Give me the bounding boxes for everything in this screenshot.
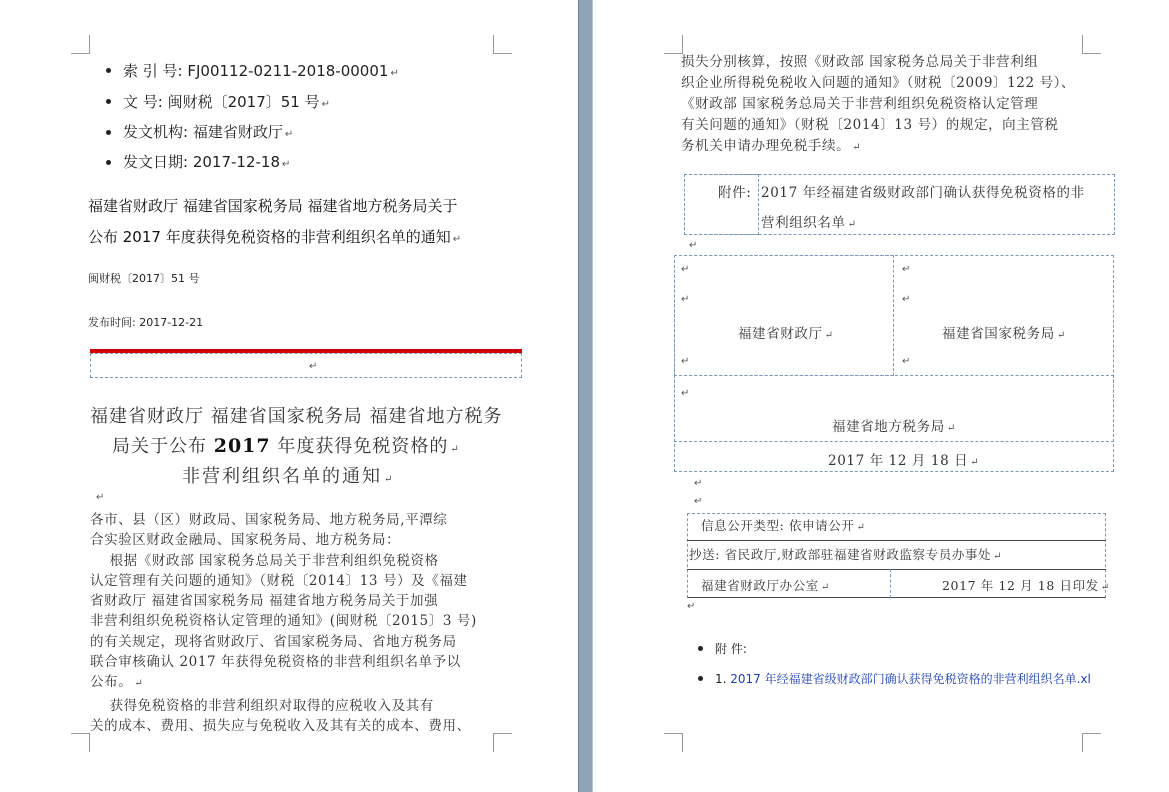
right-page: 损失分别核算，按照《财政部 国家税务总局关于非营利组 织企业所得税免税收入问题的通知》（财税〔2009〕122 号）、 《财政部 国家税务总局关于非营利组织免税资格认定管理 有关问题的通知》（财税〔2014〕13 号）的规定，向主管税 务机关申请办理免税手续。 ↵ 附件: 2017 年经福建省级财政部门确认获得免税资格的非 营利组织名单 ↵ ↵ ↵ ↵ ↵ ↵ ↵ ↵ ↵ 福建省财政厅 ↵ 福建省国家税务局 ↵ 福建省地方税务局 ↵ 2017 年 12 月 18 日 ↵ ↵ ↵ 信息公开类型: 依申请公开 ↵ 抄送: 省民政厅,财政部驻福建省财政监察专员办事处 ↵ 福建省财政厅办公室 ↵ 2017 年 12 月 18 日印发 ↵ ↵ 附 件: 1. 2017 年经福建省级财政部门确认获得免税资格的非营利组织名单.xl <box>593 0 1169 792</box>
crop-mark <box>493 733 512 752</box>
attachments-heading: 附 件: <box>715 642 747 656</box>
body-line: 公布。 ↵ <box>90 674 144 691</box>
crop-mark <box>493 35 512 54</box>
body-line: 损失分别核算，按照《财政部 国家税务总局关于非营利组 <box>681 54 1039 70</box>
cc-recipients: 抄送: 省民政厅,财政部驻福建省财政监察专员办事处 ↵ <box>689 547 1003 562</box>
body-line: 的有关规定，现将省财政厅、省国家税务局、省地方税务局 <box>90 633 457 650</box>
paragraph-mark: ↵ <box>694 478 703 489</box>
footer-rule <box>687 540 1106 541</box>
signatory-cell-1 <box>674 255 894 376</box>
document-title-line-3: 非营利组织名单的通知 ↵ <box>182 466 395 487</box>
bullet-icon <box>106 130 111 135</box>
body-line: 根据《财政部 国家税务总局关于非营利组织免税资格 <box>90 552 439 569</box>
bullet-icon <box>106 99 111 104</box>
crop-mark <box>71 733 90 752</box>
bullet-icon <box>698 646 703 651</box>
paragraph-mark: ↵ <box>96 492 105 503</box>
body-line: 《财政部 国家税务总局关于非营利组织免税资格认定管理 <box>681 96 1039 112</box>
bullet-icon <box>106 160 111 165</box>
reference-number: 闽财税〔2017〕51 号 <box>88 272 200 285</box>
body-line: 获得免税资格的非营利组织对取得的应税收入及其有 <box>90 697 434 714</box>
signatory-finance-dept: 福建省财政厅 ↵ <box>738 326 834 342</box>
crop-mark <box>664 733 683 752</box>
issue-date: 发文日期: 2017-12-18 ↵ <box>123 153 291 171</box>
headline-line-2: 公布 2017 年度获得免税资格的非营利组织名单的通知 ↵ <box>88 228 462 246</box>
signing-date: 2017 年 12 月 18 日 ↵ <box>828 453 980 469</box>
index-number: 索 引 号: FJ00112-0211-2018-00001 ↵ <box>123 62 399 80</box>
paragraph-mark: ↵ <box>689 240 698 251</box>
crop-mark <box>71 35 90 54</box>
attachment-file-link[interactable]: 2017 年经福建省级财政部门确认获得免税资格的非营利组织名单.xl <box>730 672 1091 686</box>
footer-cell-divider <box>890 569 891 598</box>
footer-rule <box>687 569 1106 570</box>
page-divider <box>578 0 593 792</box>
crop-mark <box>1082 733 1101 752</box>
attachment-list-item: 1. 2017 年经福建省级财政部门确认获得免税资格的非营利组织名单.xl <box>715 672 1091 686</box>
body-line: 务机关申请办理免税手续。 ↵ <box>681 138 862 154</box>
bullet-icon <box>106 68 111 73</box>
attachment-title-line-1: 2017 年经福建省级财政部门确认获得免税资格的非 <box>761 185 1085 201</box>
document-title-line-1: 福建省财政厅 福建省国家税务局 福建省地方税务 <box>90 406 503 427</box>
signatory-state-tax-bureau: 福建省国家税务局 ↵ <box>942 326 1066 342</box>
publish-time: 发布时间: 2017-12-21 <box>88 316 204 329</box>
body-line: 认定管理有关问题的通知》（财税〔2014〕13 号）及《福建 <box>90 572 468 589</box>
left-page <box>0 0 578 792</box>
document-title-line-2: 局关于公布 2017 年度获得免税资格的 ↵ <box>112 435 460 457</box>
body-line: 合实验区财政金融局、国家税务局、地方税务局： <box>90 532 401 549</box>
bullet-icon <box>698 676 703 681</box>
body-line: 联合审核确认 2017 年获得免税资格的非营利组织名单予以 <box>90 654 461 671</box>
body-line: 有关问题的通知》（财税〔2014〕13 号）的规定，向主管税 <box>681 117 1059 133</box>
paragraph-mark: ↵ <box>694 496 703 507</box>
issuing-office: 福建省财政厅办公室 ↵ <box>701 578 830 593</box>
signatory-local-tax-bureau: 福建省地方税务局 ↵ <box>832 419 956 435</box>
header-rule-frame: ↵ <box>90 353 522 378</box>
body-line: 各市、县（区）财政局、国家税务局、地方税务局,平潭综 <box>90 512 448 528</box>
attachment-label: 附件: <box>718 185 752 201</box>
body-line: 省财政厅 福建省国家税务局 福建省地方税务局关于加强 <box>90 593 439 610</box>
document-body <box>90 510 477 736</box>
continued-body <box>681 52 1075 158</box>
body-line: 关的成本、费用、损失应与免税收入及其有关的成本、费用、 <box>90 717 471 734</box>
body-line: 非营利组织免税资格认定管理的通知》(闽财税〔2015〕3 号) <box>90 613 477 630</box>
body-line: 织企业所得税免税收入问题的通知》（财税〔2009〕122 号）、 <box>681 75 1076 91</box>
attachment-title-line-2: 营利组织名单 ↵ <box>761 215 857 231</box>
issuing-authority: 发文机构: 福建省财政厅 ↵ <box>123 123 294 141</box>
document-number: 文 号: 闽财税〔2017〕51 号 ↵ <box>123 93 331 111</box>
headline-line-1: 福建省财政厅 福建省国家税务局 福建省地方税务局关于 <box>88 197 458 215</box>
paragraph-mark: ↵ <box>687 601 696 612</box>
disclosure-type: 信息公开类型: 依申请公开 ↵ <box>701 518 866 533</box>
print-date: 2017 年 12 月 18 日印发 ↵ <box>942 578 1110 593</box>
crop-mark <box>1082 35 1101 54</box>
